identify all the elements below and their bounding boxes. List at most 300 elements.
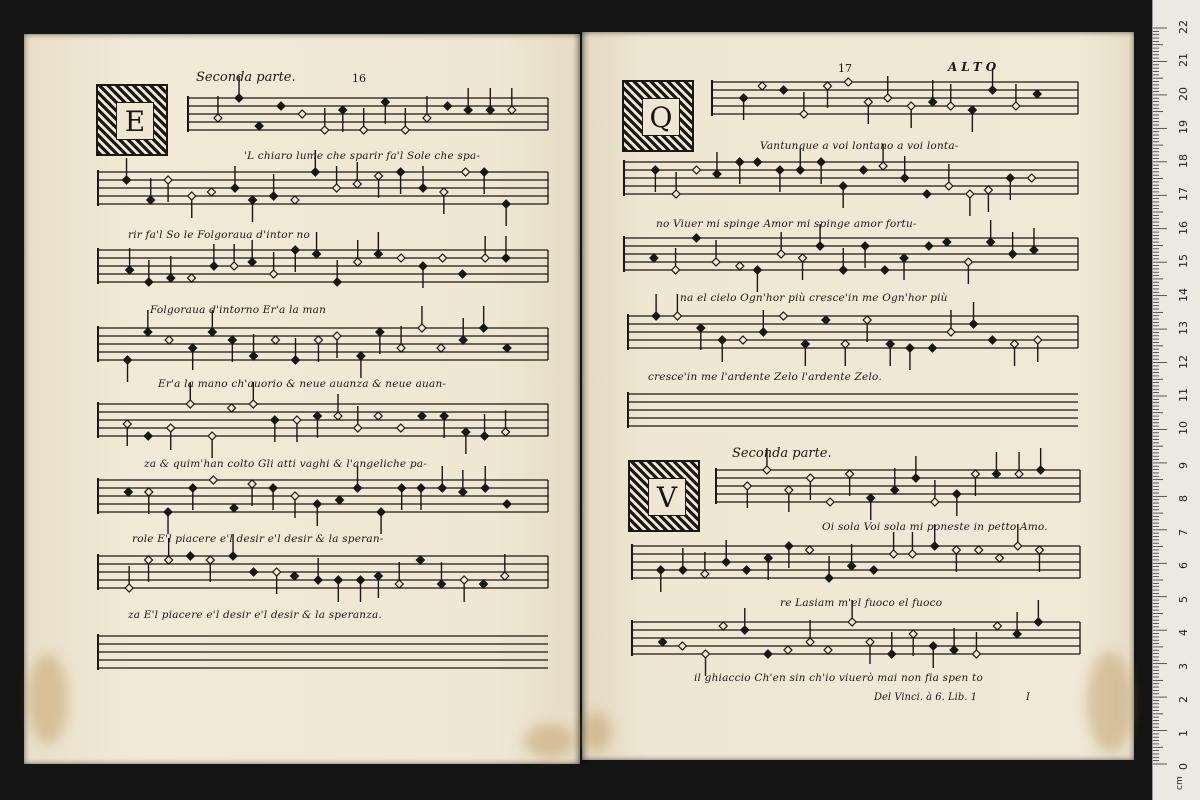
note-head bbox=[846, 470, 854, 478]
note-head bbox=[292, 356, 300, 364]
lyric-line: za E'l piacere e'l desir e'l desir & la speranza. bbox=[128, 609, 382, 621]
note-head bbox=[824, 646, 832, 654]
ruler-label: 2 bbox=[1177, 696, 1190, 704]
note-head bbox=[777, 250, 785, 258]
note-head bbox=[779, 312, 787, 320]
note-head bbox=[125, 584, 133, 592]
note-head bbox=[743, 566, 751, 574]
ruler-label: 3 bbox=[1177, 662, 1190, 670]
ruler-label: 18 bbox=[1177, 153, 1190, 168]
note-head bbox=[230, 504, 238, 512]
note-head bbox=[291, 246, 299, 254]
note-head bbox=[374, 412, 382, 420]
note-head bbox=[929, 642, 937, 650]
note-head bbox=[909, 630, 917, 638]
lyric-line: Oi sola Voi sola mi poneste in petto Amo. bbox=[822, 521, 1048, 533]
note-head bbox=[374, 250, 382, 258]
note-head bbox=[741, 626, 749, 634]
note-head bbox=[972, 650, 980, 658]
note-head bbox=[945, 182, 953, 190]
note-head bbox=[502, 254, 510, 262]
note-head bbox=[423, 114, 431, 122]
note-head bbox=[444, 102, 452, 110]
note-head bbox=[145, 278, 153, 286]
note-head bbox=[881, 266, 889, 274]
note-head bbox=[712, 258, 720, 266]
note-head bbox=[848, 562, 856, 570]
note-head bbox=[826, 498, 834, 506]
note-head bbox=[692, 166, 700, 174]
note-head bbox=[271, 336, 279, 344]
note-head bbox=[1034, 618, 1042, 626]
note-head bbox=[839, 182, 847, 190]
note-head bbox=[943, 238, 951, 246]
note-head bbox=[907, 102, 915, 110]
note-head bbox=[888, 650, 896, 658]
note-head bbox=[333, 278, 341, 286]
note-head bbox=[480, 324, 488, 332]
note-head bbox=[740, 94, 748, 102]
note-head bbox=[891, 486, 899, 494]
note-head bbox=[867, 494, 875, 502]
ruler-unit: cm bbox=[1175, 776, 1185, 790]
note-head bbox=[314, 336, 322, 344]
note-head bbox=[321, 126, 329, 134]
note-head bbox=[290, 572, 298, 580]
note-head bbox=[228, 336, 236, 344]
note-head bbox=[418, 412, 426, 420]
note-head bbox=[1012, 102, 1020, 110]
note-head bbox=[229, 552, 237, 560]
note-head bbox=[123, 176, 131, 184]
note-head bbox=[743, 482, 751, 490]
note-head bbox=[440, 412, 448, 420]
note-head bbox=[311, 168, 319, 176]
note-head bbox=[672, 266, 680, 274]
note-head bbox=[269, 484, 277, 492]
note-head bbox=[381, 98, 389, 106]
note-head bbox=[502, 200, 510, 208]
note-head bbox=[931, 542, 939, 550]
note-head bbox=[884, 94, 892, 102]
note-head bbox=[374, 572, 382, 580]
note-head bbox=[785, 486, 793, 494]
note-head bbox=[501, 572, 509, 580]
note-head bbox=[397, 168, 405, 176]
note-head bbox=[334, 412, 342, 420]
ruler-label: 19 bbox=[1177, 120, 1190, 135]
note-head bbox=[866, 638, 874, 646]
note-head bbox=[806, 638, 814, 646]
note-head bbox=[313, 500, 321, 508]
note-head bbox=[801, 340, 809, 348]
ruler-label: 4 bbox=[1177, 629, 1190, 637]
measurement-ruler bbox=[1152, 0, 1200, 800]
note-head bbox=[397, 344, 405, 352]
note-head bbox=[823, 82, 831, 90]
note-head bbox=[164, 176, 172, 184]
note-head bbox=[722, 558, 730, 566]
note-head bbox=[165, 556, 173, 564]
note-head bbox=[298, 110, 306, 118]
note-head bbox=[988, 336, 996, 344]
note-head bbox=[480, 168, 488, 176]
note-head bbox=[984, 186, 992, 194]
note-head bbox=[397, 254, 405, 262]
lyric-line: na el cielo Ogn'hor più cresce'in me Ogn'hor più bbox=[680, 292, 948, 304]
note-head bbox=[863, 316, 871, 324]
note-head bbox=[419, 262, 427, 270]
note-head bbox=[437, 580, 445, 588]
note-head bbox=[145, 488, 153, 496]
note-head bbox=[702, 650, 710, 658]
note-head bbox=[375, 172, 383, 180]
note-head bbox=[753, 266, 761, 274]
signature-mark: I bbox=[1026, 692, 1030, 703]
note-head bbox=[753, 158, 761, 166]
note-head bbox=[271, 416, 279, 424]
note-head bbox=[764, 650, 772, 658]
note-head bbox=[995, 554, 1003, 562]
note-head bbox=[209, 476, 217, 484]
lyric-line: za & quim'han colto Gli atti vaghi & l'angeliche pa- bbox=[144, 458, 427, 470]
note-head bbox=[356, 576, 364, 584]
note-head bbox=[248, 258, 256, 266]
ruler-label: 17 bbox=[1177, 187, 1190, 202]
note-head bbox=[964, 258, 972, 266]
note-head bbox=[864, 98, 872, 106]
note-head bbox=[925, 242, 933, 250]
note-head bbox=[900, 254, 908, 262]
ruler-label: 5 bbox=[1177, 595, 1190, 603]
note-head bbox=[701, 570, 709, 578]
ruler-label: 7 bbox=[1177, 528, 1190, 536]
note-head bbox=[953, 490, 961, 498]
ruler-label: 14 bbox=[1177, 287, 1190, 302]
ruler-label: 8 bbox=[1177, 495, 1190, 503]
note-head bbox=[736, 158, 744, 166]
note-head bbox=[1011, 340, 1019, 348]
note-head bbox=[164, 508, 172, 516]
note-head bbox=[975, 546, 983, 554]
note-head bbox=[502, 428, 510, 436]
note-head bbox=[189, 484, 197, 492]
note-head bbox=[291, 196, 299, 204]
note-head bbox=[144, 328, 152, 336]
note-head bbox=[334, 576, 342, 584]
note-head bbox=[437, 344, 445, 352]
note-head bbox=[906, 344, 914, 352]
note-head bbox=[459, 488, 467, 496]
note-head bbox=[462, 168, 470, 176]
note-head bbox=[462, 428, 470, 436]
note-head bbox=[360, 126, 368, 134]
section-heading: Seconda parte. bbox=[196, 70, 296, 85]
note-head bbox=[208, 432, 216, 440]
lyric-line: role E'l piacere e'l desir e'l desir & la speran- bbox=[132, 533, 384, 545]
note-head bbox=[1034, 336, 1042, 344]
note-head bbox=[692, 234, 700, 242]
note-head bbox=[398, 484, 406, 492]
note-head bbox=[673, 312, 681, 320]
note-head bbox=[313, 250, 321, 258]
note-head bbox=[144, 432, 152, 440]
note-head bbox=[419, 184, 427, 192]
note-head bbox=[928, 344, 936, 352]
ruler-label: 9 bbox=[1177, 461, 1190, 469]
note-head bbox=[758, 82, 766, 90]
note-head bbox=[657, 566, 665, 574]
note-head bbox=[145, 556, 153, 564]
note-head bbox=[189, 344, 197, 352]
note-head bbox=[816, 242, 824, 250]
note-head bbox=[481, 432, 489, 440]
note-head bbox=[784, 646, 792, 654]
note-head bbox=[678, 642, 686, 650]
note-head bbox=[249, 196, 257, 204]
note-head bbox=[697, 324, 705, 332]
page-number: 17 bbox=[838, 62, 852, 75]
note-head bbox=[1009, 250, 1017, 258]
ruler-label: 10 bbox=[1177, 421, 1190, 436]
note-head bbox=[817, 158, 825, 166]
note-head bbox=[841, 340, 849, 348]
note-head bbox=[718, 336, 726, 344]
note-head bbox=[993, 622, 1001, 630]
note-head bbox=[796, 166, 804, 174]
note-head bbox=[397, 424, 405, 432]
note-head bbox=[806, 546, 814, 554]
note-head bbox=[780, 86, 788, 94]
note-head bbox=[464, 106, 472, 114]
note-head bbox=[333, 184, 341, 192]
initial-letter: V bbox=[648, 478, 686, 516]
note-head bbox=[1030, 246, 1038, 254]
note-head bbox=[806, 474, 814, 482]
ruler-label: 20 bbox=[1177, 86, 1190, 101]
note-head bbox=[870, 566, 878, 574]
note-head bbox=[270, 270, 278, 278]
ruler-label: 11 bbox=[1177, 388, 1190, 402]
note-head bbox=[908, 550, 916, 558]
note-head bbox=[186, 552, 194, 560]
note-head bbox=[886, 340, 894, 348]
note-head bbox=[377, 508, 385, 516]
section-heading: Seconda parte. bbox=[732, 446, 832, 461]
ruler-label: 21 bbox=[1177, 53, 1190, 68]
note-head bbox=[672, 190, 680, 198]
note-head bbox=[713, 170, 721, 178]
voice-label: ALTO bbox=[948, 60, 1001, 74]
note-head bbox=[124, 488, 132, 496]
initial-letter: E bbox=[116, 102, 154, 140]
note-head bbox=[339, 106, 347, 114]
ruler-label: 1 bbox=[1177, 729, 1190, 737]
lyric-line: Vantunque a voi lontano a voi lonta- bbox=[760, 140, 959, 152]
note-head bbox=[439, 254, 447, 262]
note-head bbox=[291, 492, 299, 500]
page-number: 16 bbox=[352, 72, 366, 85]
note-head bbox=[228, 404, 236, 412]
note-head bbox=[353, 180, 361, 188]
note-head bbox=[460, 576, 468, 584]
note-head bbox=[210, 262, 218, 270]
note-head bbox=[764, 554, 772, 562]
note-head bbox=[231, 184, 239, 192]
note-head bbox=[188, 192, 196, 200]
note-head bbox=[147, 196, 155, 204]
note-head bbox=[207, 188, 215, 196]
lyric-line: re Lasiam m'el fuoco el fuoco bbox=[780, 597, 943, 609]
note-head bbox=[126, 266, 134, 274]
note-head bbox=[481, 484, 489, 492]
note-head bbox=[844, 78, 852, 86]
note-head bbox=[947, 102, 955, 110]
note-head bbox=[248, 480, 256, 488]
page-footer: Del Vinci. à 6. Lib. 1 bbox=[874, 692, 977, 703]
note-head bbox=[879, 162, 887, 170]
note-head bbox=[822, 316, 830, 324]
note-head bbox=[354, 484, 362, 492]
note-head bbox=[235, 94, 243, 102]
note-head bbox=[785, 542, 793, 550]
note-head bbox=[719, 622, 727, 630]
note-head bbox=[416, 556, 424, 564]
note-head bbox=[459, 270, 467, 278]
note-head bbox=[736, 262, 744, 270]
note-head bbox=[167, 274, 175, 282]
note-head bbox=[214, 114, 222, 122]
note-head bbox=[508, 106, 516, 114]
note-head bbox=[1015, 470, 1023, 478]
note-head bbox=[230, 262, 238, 270]
note-head bbox=[124, 356, 132, 364]
note-head bbox=[971, 470, 979, 478]
note-head bbox=[273, 568, 281, 576]
note-head bbox=[901, 174, 909, 182]
note-head bbox=[1006, 174, 1014, 182]
note-head bbox=[966, 190, 974, 198]
note-head bbox=[186, 400, 194, 408]
note-head bbox=[1035, 546, 1043, 554]
note-head bbox=[800, 110, 808, 118]
note-head bbox=[825, 574, 833, 582]
note-head bbox=[890, 550, 898, 558]
note-head bbox=[763, 466, 771, 474]
note-head bbox=[759, 328, 767, 336]
note-head bbox=[357, 352, 365, 360]
lyric-line: Folgoraua d'intorno Er'a la man bbox=[150, 304, 327, 316]
ruler-label: 0 bbox=[1177, 763, 1190, 770]
note-head bbox=[336, 496, 344, 504]
note-head bbox=[952, 546, 960, 554]
ruler-label: 12 bbox=[1177, 354, 1190, 369]
note-head bbox=[659, 638, 667, 646]
note-head bbox=[839, 266, 847, 274]
note-head bbox=[929, 98, 937, 106]
note-head bbox=[799, 254, 807, 262]
note-head bbox=[440, 188, 448, 196]
note-head bbox=[480, 580, 488, 588]
lyric-line: rir fa'l So le Folgoraua d'intor no bbox=[128, 229, 311, 241]
note-head bbox=[503, 344, 511, 352]
note-head bbox=[739, 336, 747, 344]
note-head bbox=[438, 484, 446, 492]
note-head bbox=[848, 618, 856, 626]
note-head bbox=[206, 556, 214, 564]
note-head bbox=[208, 328, 216, 336]
ruler-label: 16 bbox=[1177, 220, 1190, 235]
ruler-label: 13 bbox=[1177, 321, 1190, 336]
note-head bbox=[992, 470, 1000, 478]
note-head bbox=[277, 102, 285, 110]
note-head bbox=[1014, 542, 1022, 550]
note-head bbox=[987, 238, 995, 246]
lyric-line: Er'a la mano ch'auorio & neue auanza & neue auan- bbox=[158, 378, 447, 390]
note-head bbox=[255, 122, 263, 130]
note-head bbox=[417, 484, 425, 492]
note-head bbox=[912, 474, 920, 482]
note-head bbox=[188, 274, 196, 282]
note-head bbox=[652, 312, 660, 320]
note-head bbox=[923, 190, 931, 198]
note-head bbox=[1037, 466, 1045, 474]
initial-letter: Q bbox=[642, 98, 680, 136]
note-head bbox=[165, 336, 173, 344]
note-head bbox=[293, 416, 301, 424]
note-head bbox=[1033, 90, 1041, 98]
note-head bbox=[354, 424, 362, 432]
ruler-label: 15 bbox=[1177, 254, 1190, 269]
note-head bbox=[401, 126, 409, 134]
note-head bbox=[314, 576, 322, 584]
note-head bbox=[123, 420, 131, 428]
lyric-line: cresce'in me l'ardente Zelo l'ardente Zelo. bbox=[648, 371, 882, 383]
lyric-line: no Viuer mi spinge Amor mi spinge amor fortu- bbox=[656, 218, 917, 230]
note-head bbox=[249, 400, 257, 408]
note-head bbox=[270, 192, 278, 200]
note-head bbox=[968, 106, 976, 114]
note-head bbox=[418, 324, 426, 332]
note-head bbox=[651, 166, 659, 174]
lyric-line: il ghiaccio Ch'en sin ch'io viuerò mai non fia spen to bbox=[694, 672, 983, 684]
note-head bbox=[970, 320, 978, 328]
note-head bbox=[1013, 630, 1021, 638]
note-head bbox=[931, 498, 939, 506]
ruler-label: 22 bbox=[1177, 20, 1190, 34]
note-head bbox=[459, 336, 467, 344]
note-head bbox=[354, 258, 362, 266]
note-head bbox=[679, 566, 687, 574]
note-head bbox=[395, 580, 403, 588]
note-head bbox=[333, 332, 341, 340]
note-head bbox=[481, 254, 489, 262]
lyric-line: 'L chiaro lume che sparir fa'l Sole che spa- bbox=[244, 150, 481, 162]
note-head bbox=[167, 424, 175, 432]
note-head bbox=[650, 254, 658, 262]
note-head bbox=[486, 106, 494, 114]
note-head bbox=[250, 352, 258, 360]
note-head bbox=[313, 412, 321, 420]
note-head bbox=[861, 242, 869, 250]
note-head bbox=[376, 328, 384, 336]
note-head bbox=[503, 500, 511, 508]
note-head bbox=[1028, 174, 1036, 182]
note-head bbox=[950, 646, 958, 654]
note-head bbox=[859, 166, 867, 174]
note-head bbox=[250, 568, 258, 576]
ruler-label: 6 bbox=[1177, 562, 1190, 570]
